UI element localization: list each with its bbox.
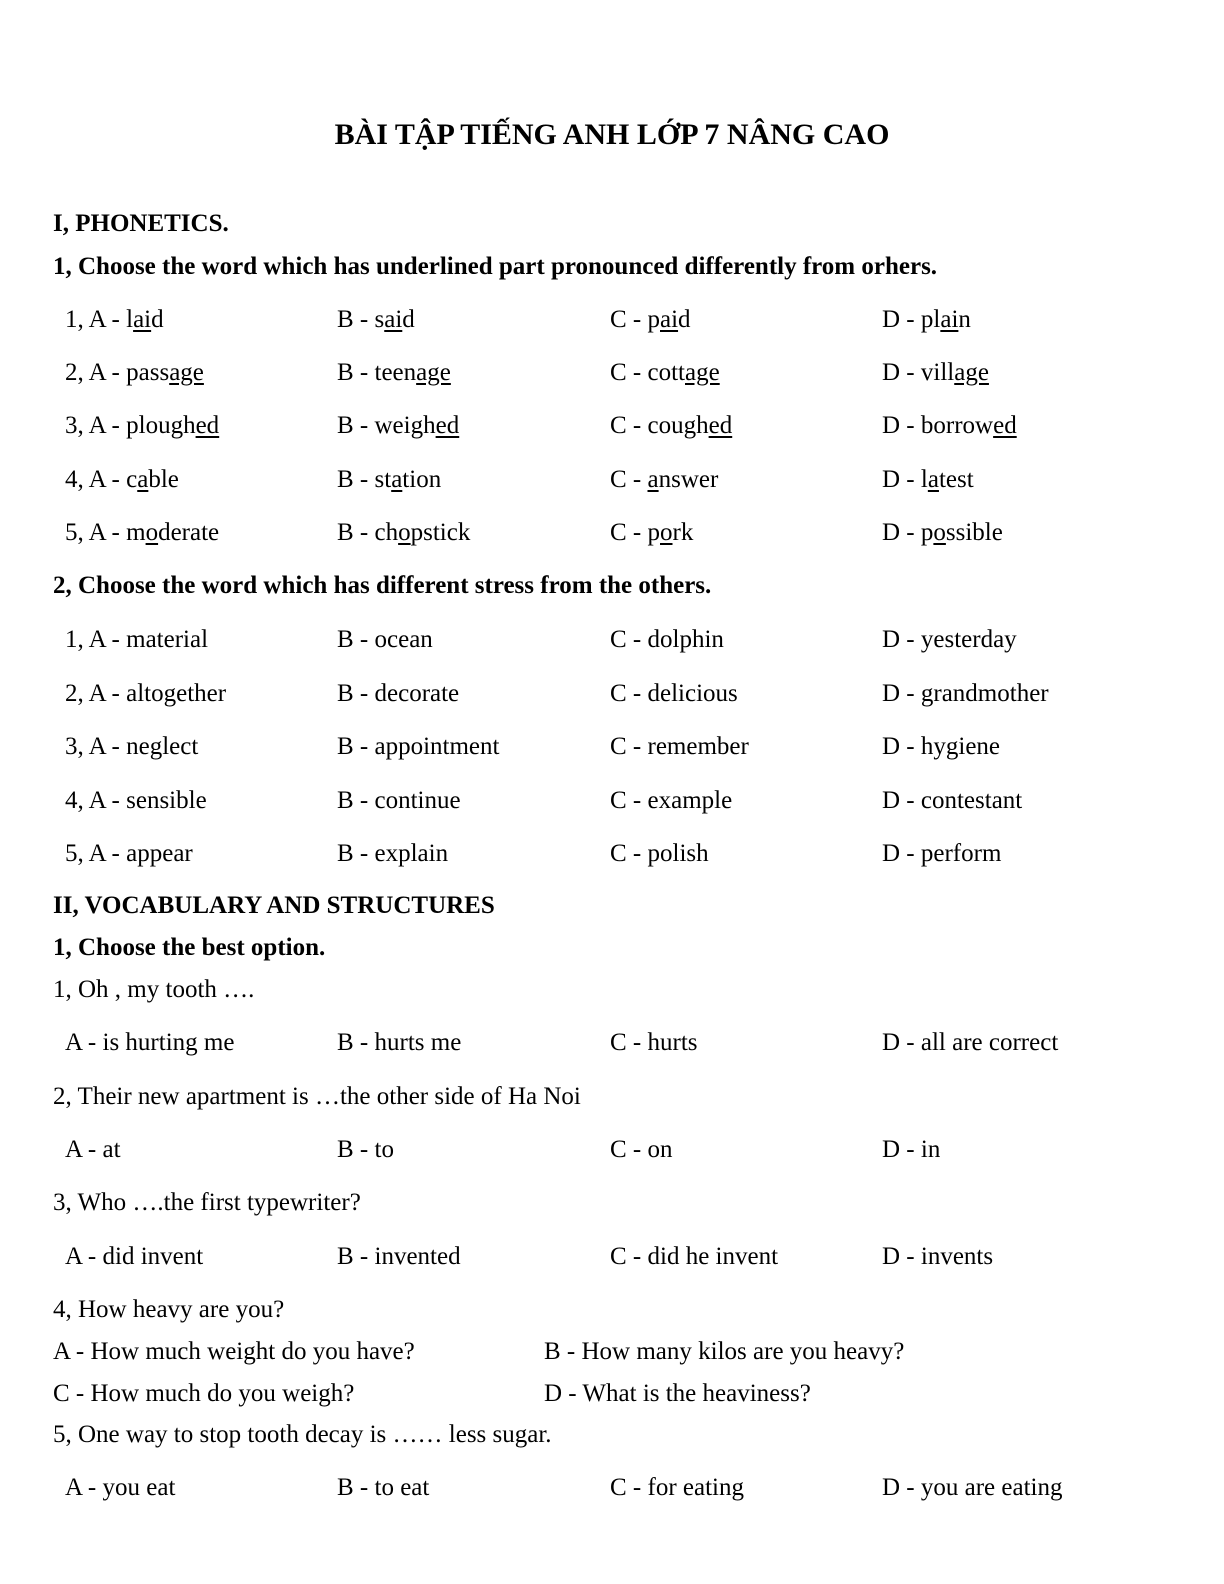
option[interactable]: C - polish (610, 840, 709, 867)
option[interactable]: C - delicious (610, 680, 738, 707)
option[interactable]: C - coughed (610, 412, 733, 439)
option[interactable]: C - pork (610, 519, 694, 546)
option[interactable]: 1, A - laid (65, 306, 164, 333)
question-4: 4, How heavy are you? (53, 1296, 285, 1323)
option[interactable]: 1, A - material (65, 626, 209, 653)
option[interactable]: A - did invent (65, 1243, 204, 1270)
option[interactable]: A - at (65, 1136, 121, 1163)
instruction-stress: 2, Choose the word which has different stress from the others. (53, 572, 712, 599)
option[interactable]: C - example (610, 787, 733, 814)
option[interactable]: B - explain (337, 840, 449, 867)
option[interactable]: B - to (337, 1136, 394, 1163)
option[interactable]: 5, A - moderate (65, 519, 220, 546)
option[interactable]: D - perform (882, 840, 1002, 867)
option[interactable]: B - appointment (337, 733, 500, 760)
option[interactable]: B - continue (337, 787, 461, 814)
option[interactable]: D - yesterday (882, 626, 1017, 653)
question-3: 3, Who ….the first typewriter? (53, 1189, 361, 1216)
option[interactable]: 4, A - cable (65, 466, 179, 493)
page-title: BÀI TẬP TIẾNG ANH LỚP 7 NÂNG CAO (334, 118, 890, 151)
option[interactable]: D - hygiene (882, 733, 1001, 760)
option[interactable]: C - for eating (610, 1474, 744, 1501)
section-heading-phonetics: I, PHONETICS. (53, 210, 229, 237)
option[interactable]: A - is hurting me (65, 1029, 235, 1056)
option[interactable]: B - weighed (337, 412, 460, 439)
option[interactable]: C - answer (610, 466, 719, 493)
option[interactable]: A - you eat (65, 1474, 176, 1501)
question-5: 5, One way to stop tooth decay is …… less sugar. (53, 1421, 552, 1448)
option[interactable]: D - What is the heaviness? (544, 1380, 811, 1407)
option[interactable]: C - paid (610, 306, 691, 333)
question-1: 1, Oh , my tooth …. (53, 976, 255, 1003)
option[interactable]: D - invents (882, 1243, 994, 1270)
option[interactable]: B - invented (337, 1243, 461, 1270)
option[interactable]: D - borrowed (882, 412, 1017, 439)
option[interactable]: 4, A - sensible (65, 787, 207, 814)
option[interactable]: 5, A - appear (65, 840, 193, 867)
option[interactable]: C - How much do you weigh? (53, 1380, 355, 1407)
option[interactable]: B - ocean (337, 626, 433, 653)
option[interactable]: D - latest (882, 466, 974, 493)
instruction-best-option: 1, Choose the best option. (53, 934, 326, 961)
option[interactable]: 3, A - neglect (65, 733, 199, 760)
option[interactable]: C - remember (610, 733, 749, 760)
option[interactable]: B - decorate (337, 680, 460, 707)
option[interactable]: B - station (337, 466, 442, 493)
instruction-pronunciation: 1, Choose the word which has underlined part pronounced differently from orhers. (53, 253, 938, 280)
option[interactable]: 2, A - altogether (65, 680, 227, 707)
option[interactable]: B - chopstick (337, 519, 471, 546)
option[interactable]: D - plain (882, 306, 971, 333)
option[interactable]: B - hurts me (337, 1029, 462, 1056)
option[interactable]: D - contestant (882, 787, 1023, 814)
option[interactable]: C - on (610, 1136, 673, 1163)
option[interactable]: D - all are correct (882, 1029, 1059, 1056)
option[interactable]: A - How much weight do you have? (53, 1338, 415, 1365)
option[interactable]: D - grandmother (882, 680, 1049, 707)
option[interactable]: B - teenage (337, 359, 451, 386)
option[interactable]: B - How many kilos are you heavy? (544, 1338, 905, 1365)
option[interactable]: D - you are eating (882, 1474, 1063, 1501)
option[interactable]: C - dolphin (610, 626, 724, 653)
option[interactable]: B - said (337, 306, 415, 333)
option[interactable]: 3, A - ploughed (65, 412, 220, 439)
option[interactable]: C - hurts (610, 1029, 698, 1056)
option[interactable]: B - to eat (337, 1474, 430, 1501)
option[interactable]: D - village (882, 359, 989, 386)
option[interactable]: D - in (882, 1136, 941, 1163)
option[interactable]: C - did he invent (610, 1243, 779, 1270)
question-2: 2, Their new apartment is …the other side of Ha Noi (53, 1083, 581, 1110)
option[interactable]: C - cottage (610, 359, 720, 386)
section-heading-vocabulary: II, VOCABULARY AND STRUCTURES (53, 892, 495, 919)
option[interactable]: 2, A - passage (65, 359, 204, 386)
option[interactable]: D - possible (882, 519, 1003, 546)
